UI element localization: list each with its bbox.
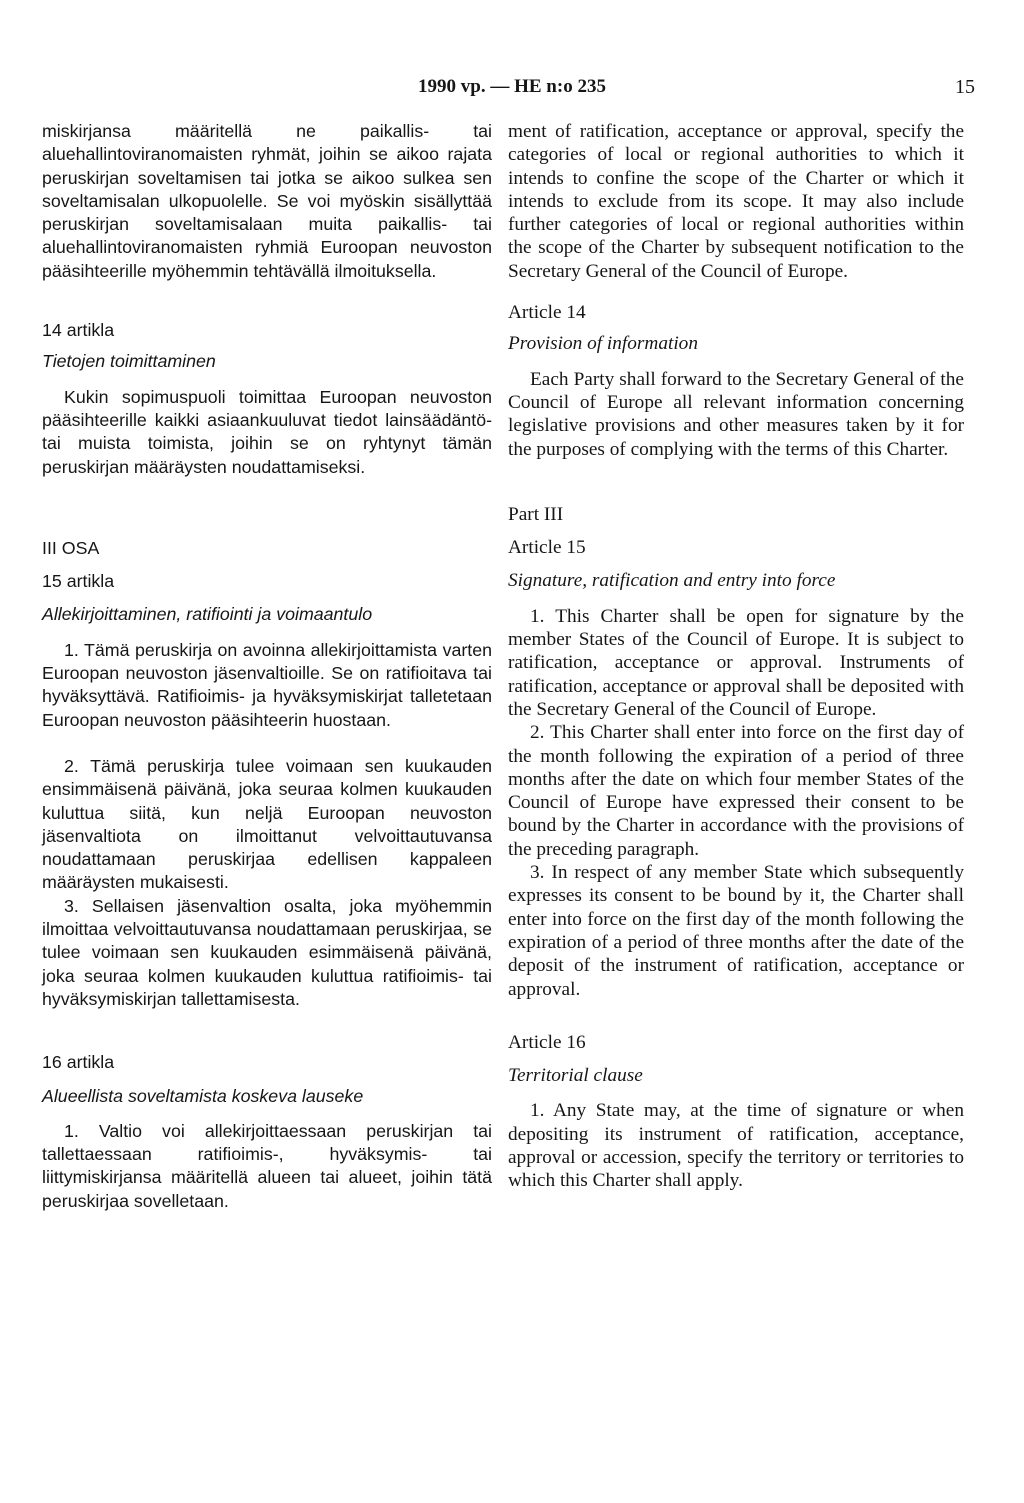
finnish-column <box>42 120 492 1213</box>
fi-article-14-title: Tietojen toimittaminen <box>42 351 216 372</box>
en-part-heading: Part III <box>508 503 564 525</box>
en-article-14-title: Provision of information <box>508 333 698 355</box>
en-article-16-number: Article 16 <box>508 1031 586 1053</box>
fi-article-15-paragraph-2: 2. Tämä peruskirja tulee voimaan sen kuukauden ensimmäisenä päivänä, joka seuraa kolmen kuukauden kuluttua siitä, kun neljä Euroopan neuvoston jäsenvaltiota on ilmoittanut velvoittautuvansa noudattamaan peruskirjaa edellisen kappaleen määräysten mukaisesti. <box>42 755 492 893</box>
fi-article-16-paragraph-1: 1. Valtio voi allekirjoittaessaan peruskirjan tai tallettaessaan ratifioimis-, hyväksymis- tai liittymiskirjansa määritellä alueen tai alueet, joihin tätä peruskirjaa sovelletaan. <box>42 1120 492 1211</box>
fi-article-16-number: 16 artikla <box>42 1052 115 1073</box>
en-article-14-number: Article 14 <box>508 302 586 324</box>
page-number: 15 <box>955 76 975 98</box>
en-article-16-title: Territorial clause <box>508 1065 643 1087</box>
fi-article-14-number: 14 artikla <box>42 320 115 341</box>
english-column <box>508 120 964 1193</box>
en-article-15-title: Signature, ratification and entry into force <box>508 570 836 592</box>
fi-part-heading: III OSA <box>42 537 100 558</box>
en-article-15-paragraph-3: 3. In respect of any member State which subsequently expresses its consent to be bound by it, the Charter shall enter into force on the first day of the month following the expiration of a period of three months after the date of the deposit of the instrument of ratification, acceptance or approval. <box>508 862 964 1000</box>
fi-intro-paragraph: miskirjansa määritellä ne paikallis- tai aluehallintoviranomaisten ryhmät, joihin se aikoo rajata peruskirjan soveltamisen tai jotka se aikoo sulkea sen soveltamisalan ulkopuolelle. Se voi myöskin sisällyttää peruskirjan soveltamisalaan muita paikallis- tai aluehallintoviranomaisten ryhmiä Euroopan neuvoston pääsihteerille myöhemmin tehtävällä ilmoituksella. <box>42 121 492 281</box>
fi-article-14-text: Kukin sopimuspuoli toimittaa Euroopan neuvoston pääsihteerille kaikki asiaankuuluvat tiedot lainsäädäntö- tai muista toimista, joihin se on ryhtynyt tämän peruskirjan määräysten noudattamiseksi. <box>42 386 492 477</box>
en-article-15-paragraph-2: 2. This Charter shall enter into force on the first day of the month following the expiration of a period of three months after the date on which four member States of the Council of Europe have expressed their consent to be bound by the Charter in accordance with the provisions of the preceding paragraph. <box>508 722 964 860</box>
en-intro-paragraph: ment of ratification, acceptance or approval, specify the categories of local or regional authorities to which it intends to confine the scope of the Charter or which it intends to exclude from its scope. It may also include further categories of local or regional authorities within the scope of the Charter by subsequent notification to the Secretary General of the Council of Europe. <box>508 121 964 282</box>
fi-article-15-paragraph-1: 1. Tämä peruskirja on avoinna allekirjoittamista varten Euroopan neuvoston jäsenvaltioille. Se on ratifioitava tai hyväksyttävä. Ratifioimis- ja hyväksymiskirjat talletetaan Euroopan neuvoston pääsihteerin huostaan. <box>42 639 492 730</box>
fi-article-16-title: Alueellista soveltamista koskeva lauseke <box>42 1085 364 1106</box>
en-article-14-text: Each Party shall forward to the Secretary General of the Council of Europe all relevant information concerning legislative provisions and other measures taken by it for the purposes of complying with the terms of this Charter. <box>508 368 964 460</box>
fi-article-15-title: Allekirjoittaminen, ratifiointi ja voimaantulo <box>42 604 373 625</box>
en-article-15-number: Article 15 <box>508 537 586 559</box>
en-article-16-paragraph-1: 1. Any State may, at the time of signature or when depositing its instrument of ratification, acceptance, approval or accession, specify the territory or territories to which this Charter shall apply. <box>508 1100 964 1192</box>
running-title: 1990 vp. — HE n:o 235 <box>418 76 606 97</box>
fi-article-15-paragraph-3: 3. Sellaisen jäsenvaltion osalta, joka myöhemmin ilmoittaa velvoittautuvansa noudattamaan peruskirjaa, se tulee voimaan sen kuukauden esimmäisenä päivänä, joka seuraa kolmen kuukauden kuluttua ratifioimis- tai hyväksymiskirjan tallettamisesta. <box>42 895 492 1009</box>
fi-article-15-number: 15 artikla <box>42 571 115 592</box>
en-article-15-paragraph-1: 1. This Charter shall be open for signature by the member States of the Council of Europe. It is subject to ratification, acceptance or approval. Instruments of ratification, acceptance or approval shall be deposited with the Secretary General of the Council of Europe. <box>508 605 964 720</box>
